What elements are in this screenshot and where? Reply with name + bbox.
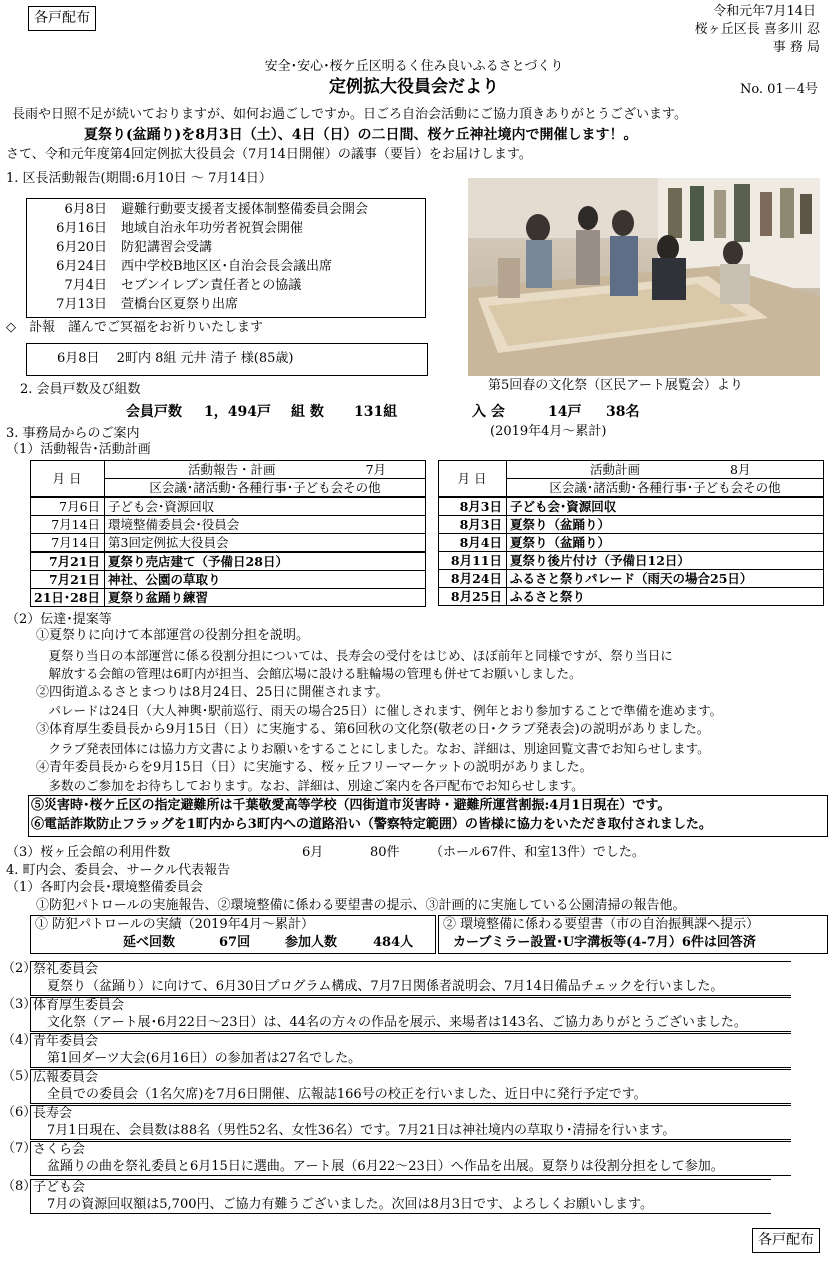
intro-summary: さて、令和元年度第4回定例拡大役員会（7月14日開催）の議事（要旨）をお届けします。: [6, 147, 532, 162]
committee-name: 青年委員会: [33, 1034, 99, 1049]
obituary-heading: ◇ 訃報 謹んでご冥福をお祈りいたします: [6, 320, 263, 335]
chief-activity-box: [26, 198, 426, 318]
committee-name: 子ども会: [33, 1180, 86, 1195]
row-date: 8月24日: [439, 570, 507, 588]
notice-fraud-flag: ⑥電話詐欺防止フラッグを1町内から3町内への道路沿い（警察特定範囲）の皆様に協力をいただき取付されました。: [31, 817, 712, 832]
activity-date: 6月16日: [56, 221, 107, 236]
schedule-table-july: [30, 460, 426, 607]
col-title: 活動報告・計画: [188, 462, 276, 477]
table-row: [439, 516, 824, 534]
row-text: 夏祭り（盆踊り）: [507, 534, 824, 552]
col-date-header: 月 日: [439, 461, 507, 498]
committee-name: 体育厚生委員会: [33, 998, 125, 1013]
committee-number: （2）: [2, 961, 37, 976]
activity-text: 避難行動要支援者支援体制整備委員会開会: [121, 202, 369, 217]
hall-usage-detail: （ホール67件、和室13件）でした。: [430, 845, 645, 860]
row-date: 7月6日: [31, 497, 105, 516]
row-date: 8月4日: [439, 534, 507, 552]
committee-box: [30, 1069, 791, 1104]
col-title: 活動計画: [590, 462, 641, 477]
committee-text: 7月1日現在、会員数は88名（男性52名、女性36名）です。7月21日は神社境内の草取り･清掃を行います。: [47, 1123, 676, 1138]
join-households: 14戸: [548, 404, 582, 420]
members-value: 1，494戸: [204, 404, 271, 420]
row-date: 7月14日: [31, 534, 105, 553]
table-row: [31, 589, 426, 607]
section3-heading: 3. 事務局からのご案内: [6, 426, 140, 441]
obituary-box: [26, 343, 428, 376]
committee-box: [30, 1179, 771, 1214]
photo-caption: 第5回春の文化祭（区民アート展覧会）より: [488, 378, 743, 393]
row-text: 夏祭り売店建て（予備日28日）: [105, 552, 426, 571]
row-text: ふるさと祭り: [507, 588, 824, 606]
activity-date: 6月8日: [64, 202, 107, 217]
hall-usage-count: 80件: [370, 845, 400, 860]
slogan: 安全･安心･桜ケ丘区明るく住み良いふるさとづくり: [264, 59, 564, 74]
notice-line: 夏祭り当日の本部運営に係る役割分担については、長寿会の受付をはじめ、ほぼ前年と同様ですが、祭り当日に: [36, 648, 673, 663]
section4-sub1: （1）各町内会長･環境整備委員会: [6, 880, 203, 895]
members-label: 会員戸数: [126, 404, 182, 420]
notice-line: 多数のご参加をお待ちしております。なお、詳細は、別途ご案内を各戸配布でお知らせします。: [36, 778, 584, 793]
notice-line: ②四街道ふるさとまつりは8月24日、25日に開催されます。: [36, 685, 389, 700]
activity-text: 西中学校B地区区･自治会長会議出席: [121, 259, 333, 274]
committee-number: （7）: [2, 1141, 37, 1156]
issue-number: No. 01－4号: [739, 82, 818, 97]
committee-name: 長寿会: [33, 1106, 73, 1121]
section4-heading: 4. 町内会、委員会、サークル代表報告: [6, 863, 231, 878]
row-date: 7月21日: [31, 571, 105, 589]
table-row: [439, 534, 824, 552]
activity-date: 6月20日: [56, 240, 107, 255]
col-month: 8月: [730, 462, 751, 477]
committee-text: 7月の資源回収額は5,700円、ご協力有難うございました。次回は8月3日です、よろしくお願いします。: [47, 1197, 653, 1212]
table-row: [439, 552, 824, 570]
request-box: [438, 915, 828, 954]
notice-line: パレードは24日（大人神輿･駅前巡行、雨天の場合25日）に催しされます、例年とおり参加することで準備を進めます。: [36, 703, 723, 718]
committee-box: [30, 961, 791, 996]
table-row: [31, 497, 426, 516]
intro-greeting: 長雨や日照不足が続いておりますが、如何お過ごしですか。日ごろ自治会活動にご協力頂きありがとうございます。: [12, 107, 687, 122]
table-row: [439, 497, 824, 516]
row-date: 8月3日: [439, 516, 507, 534]
row-text: 夏祭り後片付け（予備日12日）: [507, 552, 824, 570]
join-period: (2019年4月～累計): [490, 424, 607, 439]
photo-illustration: [468, 178, 820, 376]
activity-text: 地域自治永年功労者祝賀会開催: [121, 221, 304, 236]
col-date-header: 月 日: [31, 461, 105, 498]
culture-festival-photo: [468, 178, 820, 376]
row-text: 環境整備委員会･役員会: [105, 516, 426, 534]
section2-heading: 2. 会員戸数及び組数: [20, 382, 141, 397]
committee-name: さくら会: [33, 1142, 86, 1157]
patrol-times: 67回: [219, 935, 251, 950]
patrol-times-label: 延べ回数: [123, 935, 176, 950]
row-date: 8月11日: [439, 552, 507, 570]
row-date: 7月21日: [31, 552, 105, 571]
row-text: ふるさと祭りパレード（雨天の場合25日）: [507, 570, 824, 588]
notice-line: ④青年委員長からを9月15日（日）に実施する、桜ヶ丘フリーマーケットの説明がありました。: [36, 760, 593, 775]
committee-number: （5）: [2, 1069, 37, 1084]
committee-number: （8）: [2, 1179, 37, 1194]
header-chief: 桜ヶ丘区長 喜多川 忍: [694, 22, 820, 37]
activity-date: 6月24日: [56, 259, 107, 274]
distribution-stamp-bottom: 各戸配布: [752, 1228, 820, 1253]
committee-name: 祭礼委員会: [33, 962, 99, 977]
activity-text: セブンイレブン責任者との協議: [121, 278, 302, 293]
activity-date: 7月13日: [56, 297, 107, 312]
groups-value: 131組: [354, 404, 398, 420]
row-text: 子ども会･資源回収: [507, 497, 824, 516]
activity-text: 萱橋台区夏祭り出席: [121, 297, 239, 312]
join-people: 38名: [606, 404, 640, 420]
committee-name: 広報委員会: [33, 1070, 99, 1085]
committee-text: 盆踊りの曲を祭礼委員と6月15日に選曲。アート展（6月22～23日）へ作品を出展。夏祭りは役割分担をして参加。: [47, 1159, 724, 1174]
header-office: 事 務 局: [772, 40, 820, 55]
hall-usage-month: 6月: [302, 845, 324, 860]
patrol-title: ① 防犯パトロールの実績（2019年4月～累計）: [35, 917, 314, 932]
header-date: 令和元年7月14日: [713, 4, 816, 19]
table-row: [31, 516, 426, 534]
row-text: 第3回定例拡大役員会: [105, 534, 426, 553]
patrol-box: [30, 915, 436, 954]
committee-number: （6）: [2, 1105, 37, 1120]
notice-line: クラブ発表団体には協力方文書によりお願いをすることにしました。なお、詳細は、別途回覧文書でお知らせします。: [36, 741, 710, 756]
hall-usage-label: （3）桜ヶ丘会館の利用件数: [6, 845, 171, 860]
distribution-stamp-top: 各戸配布: [28, 6, 96, 31]
patrol-people: 484人: [373, 935, 414, 950]
page-title: 定例拡大役員会だより: [329, 77, 499, 97]
committee-text: 全員での委員会（1名欠席)を7月6日開催、広報誌166号の校正を行いました、近日中に発行予定です。: [47, 1087, 647, 1102]
request-title: ② 環境整備に係わる要望書（市の自治振興課へ提示）: [443, 917, 760, 932]
intro-festival: 夏祭り(盆踊り)を8月3日（土）、4日（日）の二日間、桜ケ丘神社境内で開催します！。: [84, 127, 638, 143]
notice-line: ③体育厚生委員長から9月15日（日）に実施する、第6回秋の文化祭(敬老の日･クラブ発表会)の説明がありました。: [36, 722, 710, 737]
row-date: 8月25日: [439, 588, 507, 606]
activity-text: 防犯講習会受講: [121, 240, 213, 255]
patrol-people-label: 参加人数: [285, 935, 338, 950]
table-row: [31, 552, 426, 571]
obituary-text: 6月8日 2町内 8組 元井 清子 様(85歳): [57, 351, 294, 366]
committee-number: （3）: [2, 997, 37, 1012]
committee-text: 文化祭（アート展･6月22日～23日）は、44名の方々の作品を展示、来場者は143名、ご協力ありがとうございました。: [47, 1015, 747, 1030]
important-notice-box: [28, 795, 828, 837]
col-sub-header: 区会議･諸活動･各種行事･子ども会その他: [105, 479, 426, 498]
committee-box: [30, 1033, 791, 1068]
schedule-table-august: [438, 460, 824, 606]
col-title-header: [105, 461, 426, 479]
table-row: [31, 571, 426, 589]
row-date: 8月3日: [439, 497, 507, 516]
section4-sub1-text: ①防犯パトロールの実施報告、②環境整備に係わる要望書の提示、③計画的に実施している公園清掃の報告他。: [36, 898, 686, 913]
committee-number: （4）: [2, 1033, 37, 1048]
committee-text: 第1回ダーツ大会(6月16日）の参加者は27名でした。: [47, 1051, 362, 1066]
committee-box: [30, 1141, 791, 1176]
table-row: [439, 570, 824, 588]
request-text: カーブミラー設置･U字溝板等(4-7月）6件は回答済: [453, 935, 756, 950]
col-month: 7月: [365, 462, 387, 477]
notice-line: ①夏祭りに向けて本部運営の役割分担を説明。: [36, 628, 310, 643]
groups-label: 組 数: [291, 404, 324, 420]
notice-evacuation: ⑤災害時･桜ケ丘区の指定避難所は千葉敬愛高等学校（四街道市災害時・避難所運営割振:4月1日現在）です。: [31, 798, 671, 813]
row-date: 21日･28日: [31, 589, 105, 607]
section3-sub2: （2）伝達･提案等: [6, 612, 112, 627]
committee-text: 夏祭り（盆踊り）に向けて、6月30日プログラム構成、7月7日関係者説明会、7月14日備品チェックを行いました。: [47, 979, 724, 994]
section3-sub1: （1）活動報告･活動計画: [6, 442, 151, 457]
table-row: [31, 534, 426, 553]
table-row: [439, 588, 824, 606]
committee-box: [30, 1105, 791, 1140]
col-title-header: [507, 461, 824, 479]
row-text: 夏祭り盆踊り練習: [105, 589, 426, 607]
section1-heading: 1. 区長活動報告(期間:6月10日 ～ 7月14日）: [6, 171, 272, 186]
activity-date: 7月4日: [64, 278, 107, 293]
committee-box: [30, 997, 791, 1032]
row-text: 子ども会･資源回収: [105, 497, 426, 516]
col-sub-header: 区会議･諸活動･各種行事･子ども会その他: [507, 479, 824, 498]
row-date: 7月14日: [31, 516, 105, 534]
notice-line: 解放する会館の管理は6町内が担当、会館広場に設ける駐輪場の管理も併せてお願いしました。: [36, 666, 582, 681]
row-text: 夏祭り（盆踊り）: [507, 516, 824, 534]
row-text: 神社、公園の草取り: [105, 571, 426, 589]
join-label: 入 会: [472, 404, 505, 420]
